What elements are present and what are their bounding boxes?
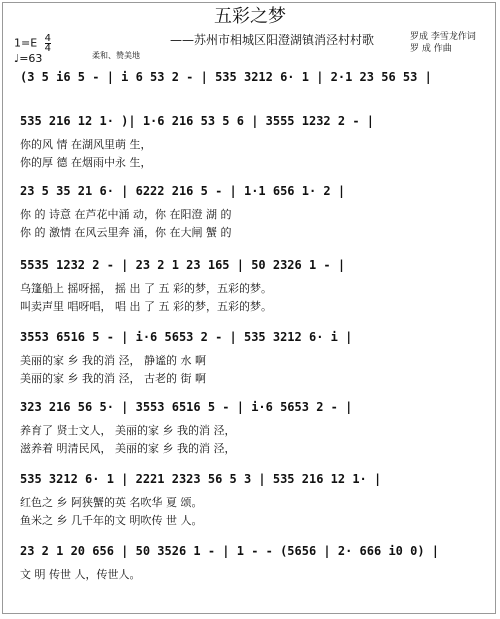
notation-row: 23 2 1 20 656 | 50 3526 1 - | 1 - - (5656 | 2· 666 i0 0) | [20,544,440,558]
song-title: 五彩之梦 [214,6,286,27]
expression-marking: 柔和、赞美地 [92,51,140,60]
time-top: 4 [44,33,52,44]
credits [410,31,476,55]
tempo-marking: ♩=63 [14,52,43,65]
key-value: 1=E [14,36,38,50]
lyric-line: 滋养着 明清民风， 美丽的家 乡 我的消 泾， [20,442,236,455]
lyric-line: 你的厚 德 在烟雨中永 生， [20,156,152,169]
lyric-line: 乌篷船上 摇呀摇， 摇 出 了 五 彩的梦，五彩的梦。 [20,282,272,295]
lyric-line: 你 的 诗意 在芦花中涌 动，你 在阳澄 湖 的 [20,208,232,221]
lyric-line: 你 的 激情 在风云里奔 涌，你 在大闸 蟹 的 [20,226,232,239]
lyric-line: 鱼米之 乡 几千年的文 明吹传 世 人。 [20,514,203,527]
lyric-line: 美丽的家 乡 我的消 泾， 古老的 街 啊 [20,372,206,385]
song-subtitle: ——苏州市相城区阳澄湖镇消泾村村歌 [170,33,375,47]
time-bottom: 4 [44,43,52,54]
notation-row: 323 216 56 5· | 3553 6516 5 - | i·6 5653 2 - | [20,400,353,414]
lyric-line: 叫卖声里 唱呀唱， 唱 出 了 五 彩的梦，五彩的梦。 [20,300,272,313]
lyric-line: 你的风 情 在湖风里萌 生， [20,138,152,151]
notation-row: 5535 1232 2 - | 23 2 1 23 165 | 50 2326 1 - | [20,258,346,272]
composer-credit: 罗 成 作曲 [410,44,452,54]
lyric-line: 红色之 乡 阿狭蟹的英 名吹华 夏 颂。 [20,496,203,509]
notation-row: 3553 6516 5 - | i·6 5653 2 - | 535 3212 6· i | [20,330,353,344]
notation-row: 535 216 12 1· )| 1·6 216 53 5 6 | 3555 1232 2 - | [20,114,375,128]
lyric-line: 养育了 贤士文人， 美丽的家 乡 我的消 泾， [20,424,236,437]
notation-row: 535 3212 6· 1 | 2221 2323 56 5 3 | 535 216 12 1· | [20,472,382,486]
notation-row: 23 5 35 21 6· | 6222 216 5 - | 1·1 656 1· 2 | [20,184,346,198]
key-signature [14,34,51,53]
lyric-line: 美丽的家 乡 我的消 泾， 静谧的 水 啊 [20,354,206,367]
lyricist-credit: 罗成 李雪龙作词 [410,32,476,42]
time-signature [45,34,51,53]
notation-row: (3 5 i6 5 - | i 6 53 2 - | 535 3212 6· 1 | 2·1 23 56 53 | [20,70,432,84]
lyric-line: 文 明 传世 人，传世人。 [20,568,141,581]
